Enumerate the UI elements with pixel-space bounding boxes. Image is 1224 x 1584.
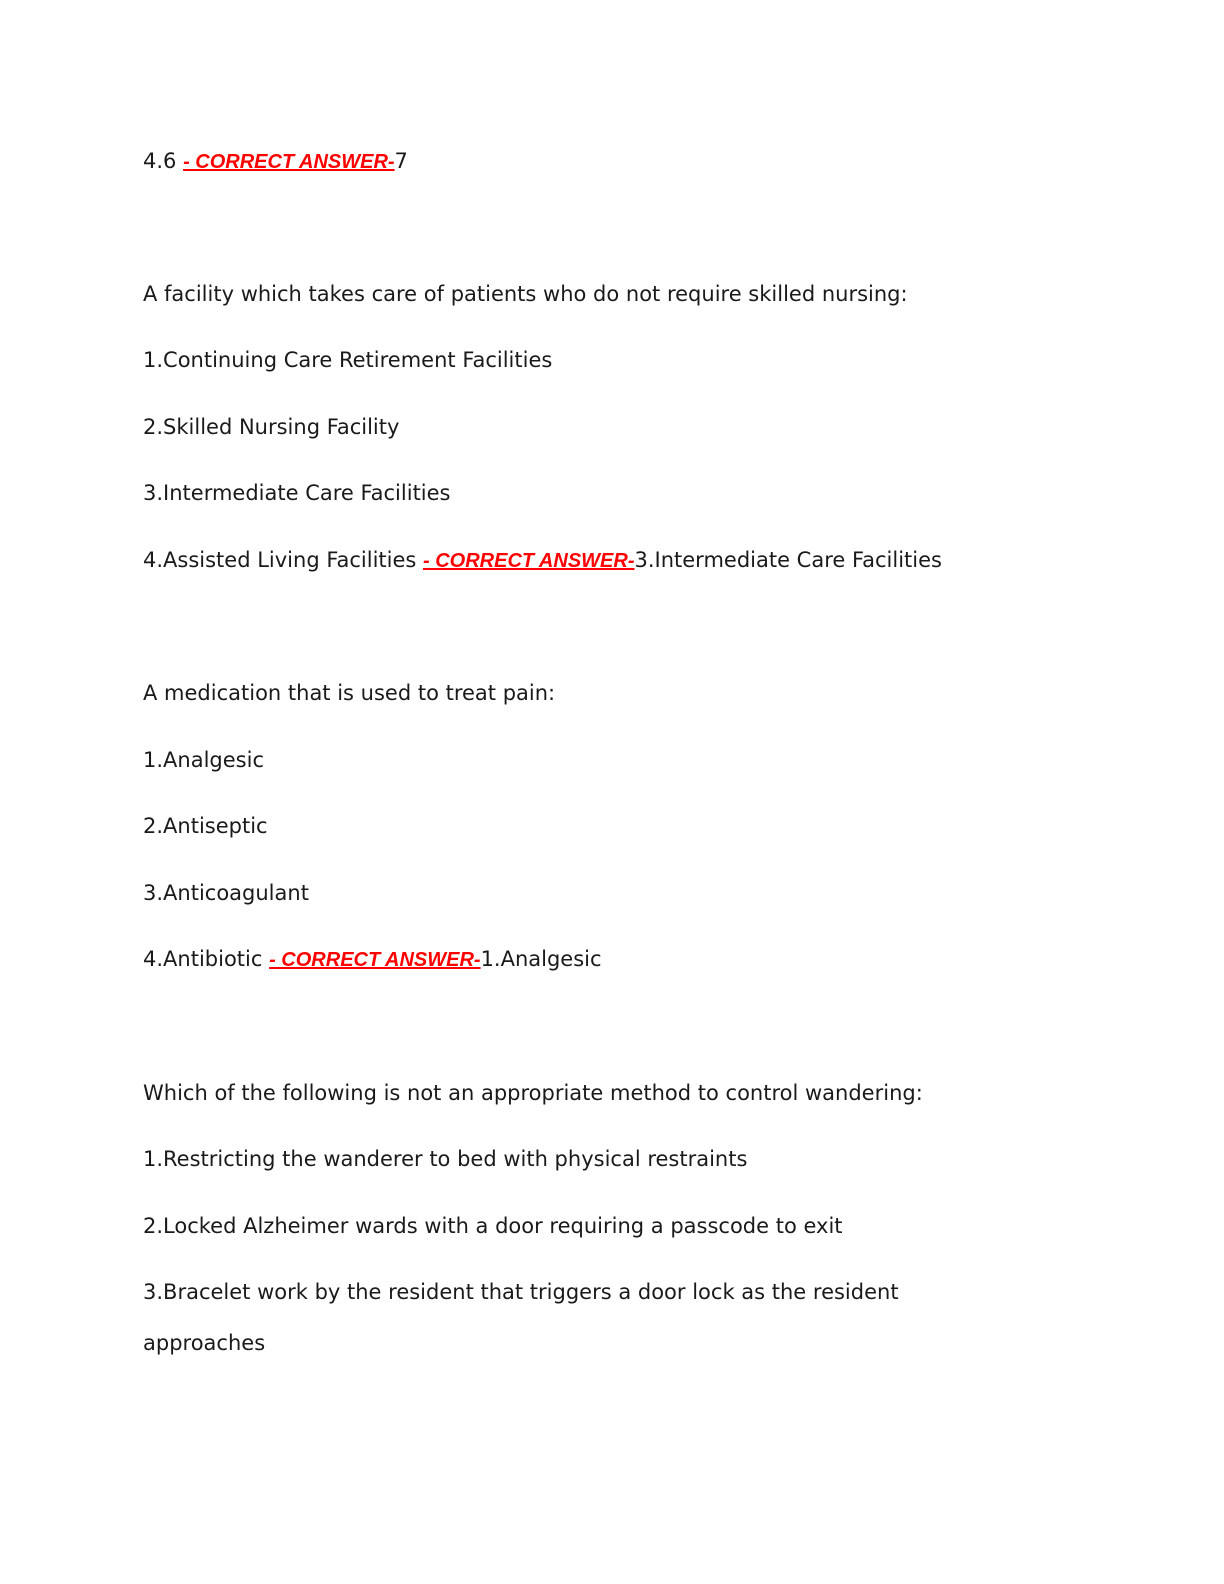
question-text: A medication that is used to treat pain: [143,681,556,705]
option-item: 2.Locked Alzheimer wards with a door requiring a passcode to exit [143,1214,843,1238]
question-prefix: 4.6 [143,149,184,173]
question-text: A facility which takes care of patients who do not require skilled nursing: [143,282,908,306]
option-item: 1.Restricting the wanderer to bed with physical restraints [143,1147,748,1171]
answer-text: 3.Intermediate Care Facilities [634,548,942,572]
option-item: 4.Antibiotic [143,947,270,971]
question-text: Which of the following is not an appropriate method to control wandering: [143,1081,923,1105]
correct-answer-label: - CORRECT ANSWER- [269,949,481,971]
answer-line [143,146,1143,177]
answer-line [143,944,1143,975]
answer-line [143,545,1143,576]
option-item: 4.Assisted Living Facilities [143,548,424,572]
option-item: 2.Skilled Nursing Facility [143,415,400,439]
correct-answer-label: - CORRECT ANSWER- [423,550,635,572]
option-item: 1.Analgesic [143,748,264,772]
answer-text: 7 [394,149,408,173]
option-item: 3.Anticoagulant [143,881,309,905]
option-item: 3.Intermediate Care Facilities [143,481,451,505]
option-item: 1.Continuing Care Retirement Facilities [143,348,553,372]
option-item: 3.Bracelet work by the resident that triggers a door lock as the resident [143,1280,899,1304]
correct-answer-label: - CORRECT ANSWER- [183,151,395,173]
answer-text: 1.Analgesic [480,947,602,971]
option-item: approaches [143,1331,266,1355]
option-item: 2.Antiseptic [143,814,268,838]
